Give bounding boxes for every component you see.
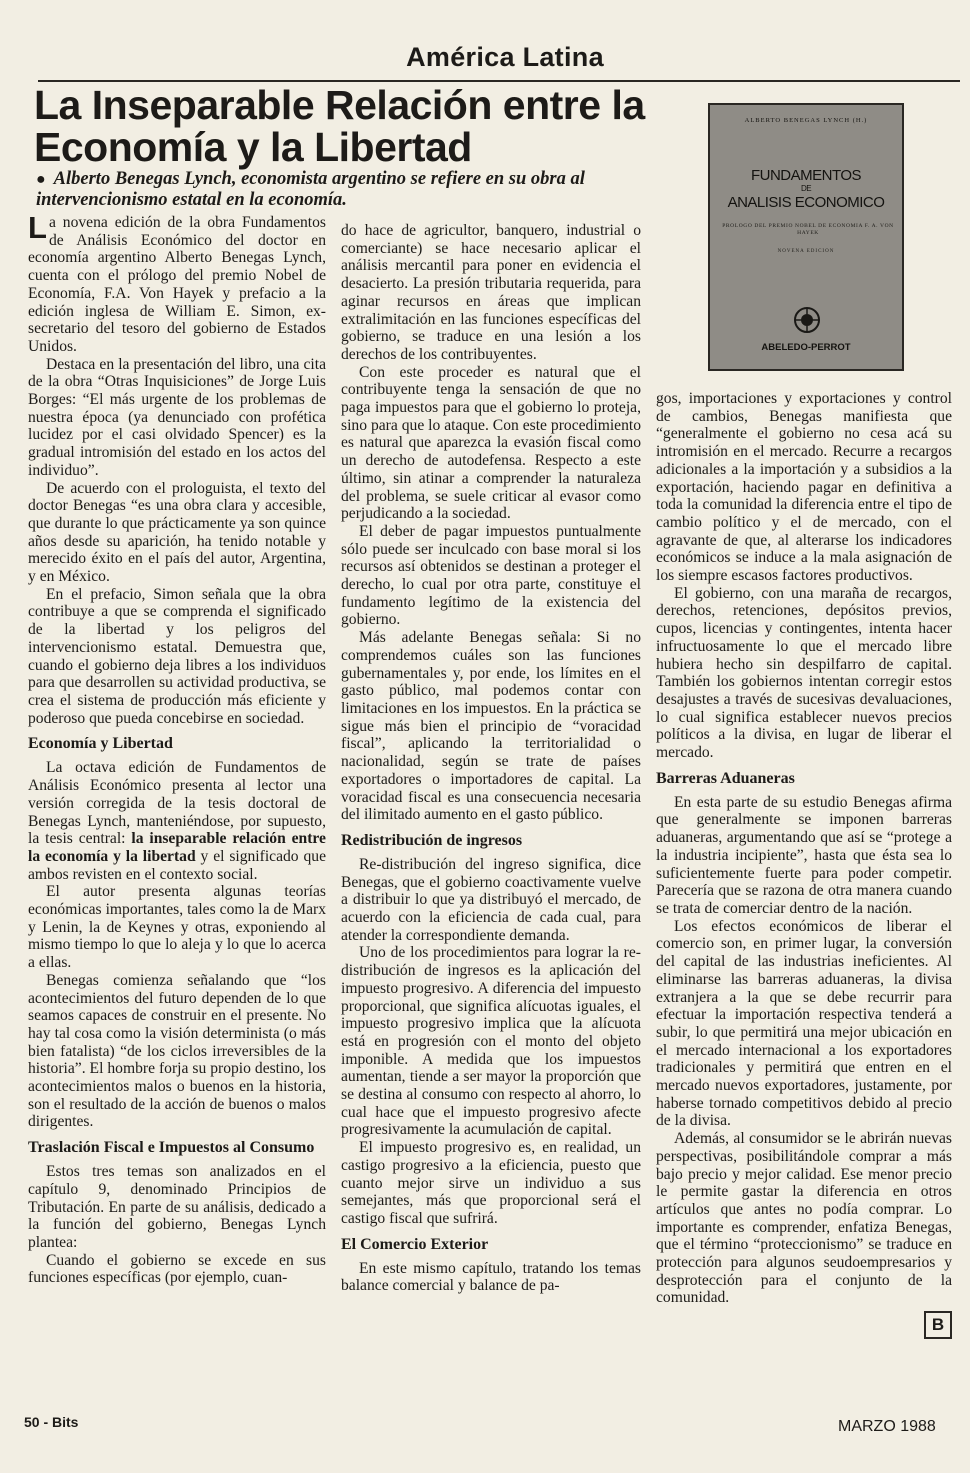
headline: La Inseparable Relación entre la Economía y la Libertad (34, 82, 645, 170)
paragraph: do hace de agricultor, banquero, industrial o comerciante) se hace necesario aplicar el análisis mercantil para poner en evidencia el desacierto. La presión tributaria requerida, para aginar recursos en áreas que implican extralimitación en las funciones específicas del gobierno, se traduce en una lesión a los derechos de los contribuyentes. (341, 222, 641, 363)
book-prologue: PROLOGO DEL PREMIO NOBEL DE ECONOMIA F. A. VON HAYEK (722, 223, 894, 236)
paragraph: Con este proceder es natural que el contribuyente tenga la sensación de que no paga impuestos para que el gobierno lo proteja, sino para que lo ataque. Con este procedimiento es natural que aparezca la evasión fiscal como un derecho de autodefensa. Respecto a este último, sin atinar a comprender la naturaleza del problema, se suele criticar al evasor como perjudicando a la sociedad. (341, 363, 641, 523)
paragraph: Estos tres temas son analizados en el capítulo 9, denominado Principios de Tributación. En parte de su análisis, dedicado a la función del gobierno, Benegas Lynch plantea: (28, 1163, 326, 1251)
paragraph: El autor presenta algunas teorías económicas importantes, tales como la de Marx y Lenin, la de Keynes y otras, exponiendo al mismo tiempo lo que lo aleja y lo que lo acerca a ellas. (28, 883, 326, 972)
paragraph: Además, al consumidor se le abrirán nuevas perspectivas, posibilitándole comprar a más bajo precio y mejor calidad. Ese menor precio le permite gastar la diferencia en otros artículos que antes no podía comprar. Lo importante es comprender, enfatiza Benegas, que el término “proteccionismo” se traduce en protección para algunos seudoempresarios y desprotección para el conjunto de la comunidad. (656, 1130, 952, 1307)
subheading: Economía y Libertad (28, 735, 173, 753)
book-publisher: ABELEDO-PERROT (761, 342, 851, 353)
end-mark: B (924, 1311, 952, 1339)
paragraph-text: y el significado que ambos revisten en el contexto social. (28, 847, 326, 883)
paragraph-text: a novena edición de la obra Fundamentos de Análisis Económico del doctor en economía argentino Alberto Benegas Lynch, cuenta con el prólogo del premio Nobel de Economía, F.A. Von Hayek y prefacio a la edición inglesa de William E. Simon, ex- secretario del tesoro del gobierno de Estados Unidos. (28, 214, 326, 355)
article-column-1 (28, 210, 326, 1287)
subhead-text: Alberto Benegas Lynch, economista argentino se refiere en su obra al intervencionismo estatal en la economía. (36, 169, 585, 210)
subheading: Barreras Aduaneras (656, 769, 795, 787)
subheading: Redistribución de ingresos (341, 831, 523, 849)
book-edition: NOVENA EDICION (777, 249, 835, 254)
paragraph: Más adelante Benegas señala: Si no comprendemos cuáles son las funciones gubernamentales y, por ende, los límites en el gasto público, mal podemos contar con limitaciones en los impuestos. En la práctica se sigue más bien el principio de “voracidad fiscal”, aplicando la territorialidad o nacionalidad, según se trate de países exportadores o importadores de capital. La voracidad fiscal es una consecuencia necesaria del ilimitado aumento en el gasto público. (341, 629, 641, 824)
paragraph: Destaca en la presentación del libro, una cita de la obra “Otras Inquisiciones” de Jorge Luis Borges: “El más urgente de los problemas de nuestra época (ya denunciado con profética lucidez por el casi olvidado Spencer) es la gradual intromisión del estado en los actos del individuo”. (28, 355, 326, 479)
article-column-3 (656, 390, 952, 1339)
book-title-line1: FUNDAMENTOS (750, 167, 862, 184)
subheading: El Comercio Exterior (341, 1235, 489, 1253)
article-column-2 (341, 222, 641, 1295)
bold-text: la inseparable relación entre la economía y la libertad (28, 830, 326, 865)
page-folio: 50 - Bits (24, 1414, 79, 1430)
paragraph: Cuando el gobierno se excede en sus funciones específicas (por ejemplo, cuan- (28, 1251, 326, 1287)
book-title-de: DE (800, 184, 812, 193)
section-label: América Latina (406, 42, 604, 72)
paragraph: En esta parte de su estudio Benegas afirma que generalmente se imponen barreras aduaneras, argumentando que así se “protege a la industria incipiente”, hasta que ésta sea lo suficientemente fuerte para poder competir. Parecería que se razona de otra manera cuando se trata de comerciar dentro de la nación. (656, 793, 952, 917)
paragraph: El gobierno, con una maraña de recargos, derechos, retenciones, depósitos previos, cupos, licencias y contingentes, intenta hacer infructuosamente lo que el mercado libre hubiera hecho sin despilfarro de capital. También los gobiernos intentan corregir estos desajustes a través de sucesivas devaluaciones, lo cual significa establecer nuevos precios políticos a la divisa, en lugar de liberar el mercado. (656, 584, 952, 762)
publisher-emblem-icon (792, 305, 822, 335)
paragraph: Los efectos económicos de liberar el comercio son, en primer lugar, la conversión del capital de las industrias ineficientes. Al eliminarse las barreras aduaneras, la divisa extranjera a la que se debe recurrir para efectuar la importación respectiva tenderá a subir, lo que permitirá una mejor ubicación en el mercado internacional a los exportadores tradicionales y permitirá que entren en el mercado nuevos exportadores, justamente, por haberse tornado competitivos debido al precio de la divisa. (656, 917, 952, 1130)
paragraph-text: La octava edición de Fundamentos de Análisis Económico presenta al lector una versión corregida de la tesis doctoral de Benegas Lynch, manteniéndose, por supuesto, la tesis central: (28, 759, 326, 848)
paragraph: De acuerdo con el prologuista, el texto del doctor Benegas “es una obra clara y accesible, que durante lo que prácticamente ya son quince años desde su aparición, ha tenido notable y merecido éxito en el país del autor, Argentina, y en México. (28, 479, 326, 586)
paragraph: Benegas comienza señalando que “los acontecimientos del futuro dependen de lo que seamos capaces de construir en el presente. No hay tal cosa como la visión determinista (o más bien fatalista) “de los ciclos irreversibles de la historia”. El hombre forja su propio destino, los acontecimientos malos o buenos en la historia, son el resultado de la acción de buenos o malos dirigentes. (28, 971, 326, 1131)
subhead (36, 169, 646, 211)
paragraph (28, 759, 326, 883)
book-cover-image (708, 103, 904, 371)
paragraph: El impuesto progresivo es, en realidad, un castigo progresivo a la eficiencia, puesto que cuanto mejor sirve un individuo a sus semejantes, más que proporcional será el castigo fiscal que sufrirá. (341, 1139, 641, 1227)
paragraph: El deber de pagar impuestos puntualmente sólo puede ser inculcado con base moral si los recursos así obtenidos se destinan a proteger el derecho, lo cual por otra parte, constituye el fundamento legítimo de la existencia del gobierno. (341, 522, 641, 629)
book-title (710, 167, 902, 211)
paragraph: gos, importaciones y exportaciones y control de cambios, Benegas manifiesta que “generalmente el gobierno no cesa acá su intromisión en el mercado. Recurre a recargos adicionales a la importación y a subsidios a la exportación, haciendo pagar en definitiva a toda la comunidad la diferencia entre el tipo de cambio político y el de mercado, con el agravante de que, al alterarse los indicadores económicos se induce a la mala asignación de los siempre escasos factores productivos. (656, 390, 952, 585)
paragraph: En el prefacio, Simon señala que la obra contribuye a que se comprenda el significado de la libertad y los peligros del intervencionismo estatal. Demuestra que, cuando el gobierno deja libres a los individuos para que desarrollen su actividad productiva, se crea el sistema de producción más eficiente y poderoso que pueda concebirse en sociedad. (28, 585, 326, 727)
book-title-line2: ANALISIS ECONOMICO (727, 194, 885, 211)
paragraph: Uno de los procedimientos para lograr la re-distribución de ingresos es la aplicación del impuesto progresivo. A diferencia del impuesto proporcional, que significa alícuotas iguales, el impuesto progresivo implica que la alícuota está en progresión con el monto del objeto imponible. A medida que los impuestos aumentan, tiende a ser mayor la proporción que se destina al consumo con respecto al ahorro, lo cual hace que el impuesto progresivo afecte progresivamente la acumulación de capital. (341, 944, 641, 1139)
bullet-icon: ● (36, 171, 46, 188)
paragraph (28, 210, 326, 356)
paragraph: Re-distribución del ingreso significa, dice Benegas, que el gobierno coactivamente vuelve a distribuir lo que ya distribuyó el mercado, de acuerdo con la eficiencia de cada cual, para atender la correspondiente demanda. (341, 855, 641, 944)
paragraph: En este mismo capítulo, tratando los temas balance comercial y balance de pa- (341, 1259, 641, 1295)
book-author: ALBERTO BENEGAS LYNCH (H.) (744, 117, 868, 124)
drop-cap: L (28, 210, 47, 245)
issue-date: MARZO 1988 (838, 1418, 936, 1435)
subheading: Traslación Fiscal e Impuestos al Consumo (28, 1139, 315, 1157)
